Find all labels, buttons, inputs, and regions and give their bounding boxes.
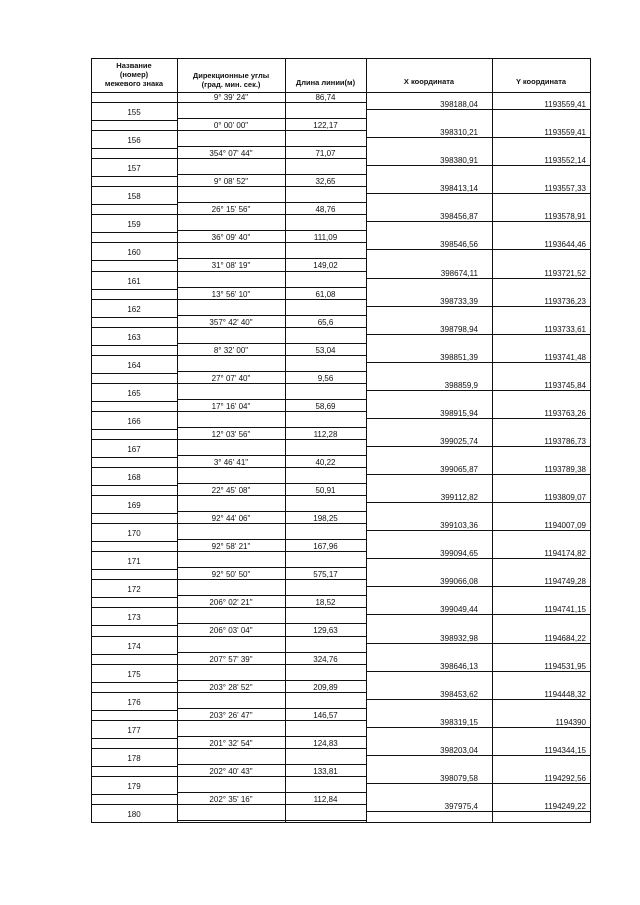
y-coordinate-cell: 1193559,41 <box>544 128 586 138</box>
row-divider-lower <box>91 654 177 655</box>
point-number-cell: 165 <box>127 388 141 398</box>
row-divider-upper <box>91 748 366 749</box>
row-divider-lower <box>91 710 177 711</box>
header-x-coordinate: X координата <box>403 77 455 86</box>
line-length-cell: 58,69 <box>315 401 336 411</box>
y-coordinate-cell: 1194390 <box>555 717 586 727</box>
point-number-cell: 161 <box>127 276 141 286</box>
line-length-cell: 18,52 <box>315 598 336 608</box>
point-number-cell: 177 <box>127 725 141 735</box>
direction-angle-cell: 13° 56' 10" <box>211 289 251 299</box>
row-divider-segment <box>177 146 366 147</box>
direction-angle-cell: 207° 57' 39" <box>209 654 253 664</box>
line-length-cell: 146,57 <box>313 710 338 720</box>
direction-angle-cell: 203° 26' 47" <box>209 710 253 720</box>
point-number-cell: 160 <box>127 248 141 258</box>
x-coordinate-cell: 399066,08 <box>440 577 478 587</box>
line-length-cell: 324,76 <box>313 654 338 664</box>
line-length-cell: 149,02 <box>313 261 338 271</box>
direction-angle-cell: 202° 40' 43" <box>209 766 253 776</box>
header-angle-line: (град. мин. сек.) <box>201 80 261 89</box>
row-divider-lower <box>91 401 177 402</box>
x-coordinate-cell: 398851,39 <box>440 352 478 362</box>
x-coordinate-cell: 399103,36 <box>440 521 478 531</box>
row-divider-segment <box>177 820 366 821</box>
line-length-cell: 32,65 <box>315 177 336 187</box>
y-coordinate-cell: 1193763,26 <box>544 408 586 418</box>
direction-angle-cell: 31° 08' 19" <box>211 261 251 271</box>
row-divider-upper <box>91 579 366 580</box>
x-coordinate-cell: 398079,58 <box>440 773 478 783</box>
row-divider-lower <box>91 429 177 430</box>
row-divider-lower <box>91 120 177 121</box>
line-length-cell: 112,28 <box>313 429 338 439</box>
y-coordinate-cell: 1194007,09 <box>544 521 586 531</box>
point-number-cell: 166 <box>127 416 141 426</box>
row-divider-upper <box>91 467 366 468</box>
y-coordinate-cell: 1193741,48 <box>544 352 586 362</box>
row-divider-upper <box>91 383 366 384</box>
point-number-cell: 162 <box>127 304 141 314</box>
x-coordinate-cell: 398915,94 <box>440 408 478 418</box>
line-length-cell: 9,56 <box>317 373 334 383</box>
header-line-length: Длина линии(м) <box>295 78 356 87</box>
row-divider-lower <box>91 682 177 683</box>
y-coordinate-cell: 1193557,33 <box>544 184 586 194</box>
table-top-border <box>91 58 590 59</box>
point-number-cell: 171 <box>127 557 141 567</box>
line-length-cell: 198,25 <box>313 514 338 524</box>
point-number-cell: 178 <box>127 753 141 763</box>
point-number-cell: 179 <box>127 781 141 791</box>
line-length-cell: 71,07 <box>315 149 336 159</box>
y-coordinate-cell: 1193736,23 <box>544 296 586 306</box>
point-number-cell: 180 <box>127 809 141 819</box>
direction-angle-cell: 354° 07' 44" <box>209 149 253 159</box>
row-divider-upper <box>91 271 366 272</box>
y-coordinate-cell: 1193789,38 <box>544 465 586 475</box>
point-number-cell: 170 <box>127 529 141 539</box>
x-coordinate-cell: 398932,98 <box>440 633 478 643</box>
x-coordinate-cell: 398733,39 <box>440 296 478 306</box>
row-divider-upper <box>91 130 366 131</box>
y-coordinate-cell: 1193809,07 <box>544 493 586 503</box>
column-divider <box>590 58 591 823</box>
row-divider-segment <box>177 764 366 765</box>
line-length-cell: 48,76 <box>315 205 336 215</box>
point-number-cell: 174 <box>127 641 141 651</box>
row-divider-segment <box>177 567 366 568</box>
direction-angle-cell: 0° 00' 00" <box>213 121 249 131</box>
header-direction-angles <box>177 71 285 89</box>
header-point-name <box>91 61 177 88</box>
row-divider-upper <box>91 102 366 103</box>
direction-angle-cell: 3° 46' 41" <box>213 458 249 467</box>
row-divider-upper <box>91 551 366 552</box>
x-coordinate-cell: 399025,74 <box>440 436 478 446</box>
y-coordinate-cell: 1194684,22 <box>544 633 586 643</box>
y-coordinate-cell: 1194448,32 <box>544 689 586 699</box>
point-number-cell: 175 <box>127 669 141 679</box>
row-divider-upper <box>91 720 366 721</box>
point-number-cell: 158 <box>127 192 141 202</box>
row-divider-lower <box>91 289 177 290</box>
direction-angle-cell: 36° 09' 40" <box>211 233 251 243</box>
row-divider-upper <box>91 327 366 328</box>
row-divider-upper <box>91 495 366 496</box>
row-divider-lower <box>91 794 177 795</box>
line-length-cell: 50,91 <box>315 486 336 496</box>
row-divider-segment <box>177 315 366 316</box>
x-coordinate-cell: 398188,04 <box>440 100 478 110</box>
line-length-cell: 86,74 <box>315 93 336 102</box>
header-name-line: (номер) <box>119 70 149 79</box>
row-divider-upper <box>91 158 366 159</box>
line-length-cell: 53,04 <box>315 345 336 355</box>
y-coordinate-cell: 1193745,84 <box>544 380 586 390</box>
direction-angle-cell: 92° 58' 21" <box>211 542 251 552</box>
x-coordinate-cell: 398798,94 <box>440 324 478 334</box>
point-number-cell: 167 <box>127 444 141 454</box>
x-coordinate-cell: 398456,87 <box>440 212 478 222</box>
row-divider-segment <box>177 652 366 653</box>
direction-angle-cell: 206° 03' 04" <box>209 626 253 636</box>
x-coordinate-cell: 398546,56 <box>440 240 478 250</box>
y-coordinate-cell: 1194531,95 <box>544 661 586 671</box>
row-divider-segment <box>177 483 366 484</box>
row-divider-upper <box>91 299 366 300</box>
y-coordinate-cell: 1193552,14 <box>544 156 586 166</box>
row-divider-lower <box>91 766 177 767</box>
row-divider-upper <box>91 804 366 805</box>
row-divider-segment <box>177 118 366 119</box>
line-length-cell: 133,81 <box>313 766 338 776</box>
row-divider-lower <box>91 625 177 626</box>
line-length-cell: 129,63 <box>313 626 338 636</box>
row-divider-upper <box>91 523 366 524</box>
row-divider-segment <box>177 595 366 596</box>
line-length-cell: 65,6 <box>317 317 334 327</box>
x-coordinate-cell: 399065,87 <box>440 465 478 475</box>
row-divider-segment <box>177 174 366 175</box>
row-divider-lower <box>91 317 177 318</box>
y-coordinate-cell: 1193721,52 <box>544 268 586 278</box>
row-divider-upper <box>91 411 366 412</box>
header-name-line: Название <box>116 61 152 70</box>
y-coordinate-cell: 1193559,41 <box>544 100 586 110</box>
y-coordinate-cell: 1194174,82 <box>544 549 586 559</box>
row-divider-segment <box>177 708 366 709</box>
header-y-coordinate: Y координата <box>515 77 567 86</box>
direction-angle-cell: 8° 32' 00" <box>213 345 249 355</box>
row-divider-upper <box>91 776 366 777</box>
point-number-cell: 173 <box>127 613 141 623</box>
row-divider-lower <box>91 148 177 149</box>
row-divider-segment <box>177 202 366 203</box>
point-number-cell: 164 <box>127 360 141 370</box>
x-coordinate-cell: 398413,14 <box>440 184 478 194</box>
line-length-cell: 167,96 <box>313 542 338 552</box>
row-divider-lower <box>91 176 177 177</box>
direction-angle-cell: 201° 32' 54" <box>209 738 253 748</box>
x-coordinate-cell: 398319,15 <box>440 717 478 727</box>
x-coordinate-cell: 397975,4 <box>444 801 478 811</box>
direction-angle-cell: 12° 03' 56" <box>211 429 251 439</box>
direction-angle-cell: 92° 44' 06" <box>211 514 251 524</box>
line-length-cell: 575,17 <box>313 570 338 580</box>
y-coordinate-cell: 1193644,46 <box>544 240 586 250</box>
row-divider-upper <box>91 186 366 187</box>
table-bottom-border <box>91 822 590 823</box>
direction-angle-cell: 203° 28' 52" <box>209 682 253 692</box>
x-coordinate-cell: 399112,82 <box>440 493 478 503</box>
y-coordinate-cell: 1194344,15 <box>544 745 586 755</box>
direction-angle-cell: 206° 02' 21" <box>209 598 253 608</box>
x-coordinate-cell: 398859,9 <box>444 380 478 390</box>
row-divider-segment <box>177 539 366 540</box>
row-divider-lower <box>91 345 177 346</box>
header-angle-line: Дирекционные углы <box>192 71 270 80</box>
y-coordinate-cell: 1194249,22 <box>544 801 586 811</box>
row-divider-lower <box>91 204 177 205</box>
y-coordinate-cell: 1194741,15 <box>544 605 586 615</box>
row-divider-lower <box>91 738 177 739</box>
row-divider-upper <box>91 636 366 637</box>
line-length-cell: 209,89 <box>313 682 338 692</box>
direction-angle-cell: 9° 08' 52" <box>213 177 249 187</box>
row-divider-lower <box>91 373 177 374</box>
row-divider-upper <box>91 355 366 356</box>
row-divider-lower <box>91 485 177 486</box>
row-divider-segment <box>177 399 366 400</box>
line-length-cell: 40,22 <box>315 458 336 467</box>
direction-angle-cell: 202° 35' 16" <box>209 794 253 804</box>
row-divider-upper <box>91 242 366 243</box>
row-divider-segment <box>177 287 366 288</box>
row-divider-upper <box>91 214 366 215</box>
row-divider-segment <box>177 343 366 344</box>
x-coordinate-cell: 399049,44 <box>440 605 478 615</box>
row-divider-upper <box>91 692 366 693</box>
x-coordinate-cell: 398380,91 <box>440 156 478 166</box>
row-divider-segment <box>177 736 366 737</box>
y-coordinate-cell: 1194749,28 <box>544 577 586 587</box>
row-divider-upper <box>91 439 366 440</box>
point-number-cell: 156 <box>127 136 141 146</box>
row-divider-segment <box>177 230 366 231</box>
row-divider-segment <box>177 258 366 259</box>
row-divider-lower <box>91 541 177 542</box>
row-divider-segment <box>177 623 366 624</box>
row-divider-lower <box>91 597 177 598</box>
point-number-cell: 157 <box>127 164 141 174</box>
direction-angle-cell: 27° 07' 40" <box>211 373 251 383</box>
direction-angle-cell: 9° 39' 24" <box>213 93 249 102</box>
row-divider-segment <box>177 455 366 456</box>
row-divider-segment <box>177 511 366 512</box>
point-number-cell: 163 <box>127 332 141 342</box>
point-number-cell: 168 <box>127 473 141 483</box>
row-divider-lower <box>91 457 177 458</box>
line-length-cell: 111,09 <box>313 233 338 243</box>
point-number-cell: 172 <box>127 585 141 595</box>
line-length-cell: 122,17 <box>313 121 338 131</box>
point-number-cell: 169 <box>127 501 141 511</box>
point-number-cell: 176 <box>127 697 141 707</box>
direction-angle-cell: 357° 42' 40" <box>209 317 253 327</box>
row-divider-segment <box>177 427 366 428</box>
y-coordinate-cell: 1193786,73 <box>544 436 586 446</box>
row-divider-segment <box>177 680 366 681</box>
direction-angle-cell: 22° 45' 08" <box>211 486 251 496</box>
x-coordinate-cell: 398453,62 <box>440 689 478 699</box>
row-divider-lower <box>91 232 177 233</box>
row-divider-upper <box>91 664 366 665</box>
point-number-cell: 155 <box>127 108 141 118</box>
x-coordinate-cell: 398674,11 <box>440 268 478 278</box>
row-divider-lower <box>91 513 177 514</box>
line-length-cell: 124,83 <box>313 738 338 748</box>
row-divider-segment <box>177 371 366 372</box>
direction-angle-cell: 26° 15' 56" <box>211 205 251 215</box>
row-divider-lower <box>91 260 177 261</box>
line-length-cell: 61,08 <box>315 289 336 299</box>
y-coordinate-cell: 1193578,91 <box>544 212 586 222</box>
x-coordinate-cell: 398646,13 <box>440 661 478 671</box>
direction-angle-cell: 17° 16' 04" <box>211 401 251 411</box>
line-length-cell: 112,84 <box>313 794 338 804</box>
x-coordinate-cell: 398310,21 <box>440 128 478 138</box>
row-divider-upper <box>91 607 366 608</box>
x-coordinate-cell: 399094,65 <box>440 549 478 559</box>
x-coordinate-cell: 398203,04 <box>440 745 478 755</box>
point-number-cell: 159 <box>127 220 141 230</box>
header-name-line: межевого знака <box>104 79 164 88</box>
direction-angle-cell: 92° 50' 50" <box>211 570 251 580</box>
row-divider-lower <box>91 569 177 570</box>
y-coordinate-cell: 1193733,61 <box>544 324 586 334</box>
y-coordinate-cell: 1194292,56 <box>544 773 586 783</box>
row-divider-segment <box>177 792 366 793</box>
